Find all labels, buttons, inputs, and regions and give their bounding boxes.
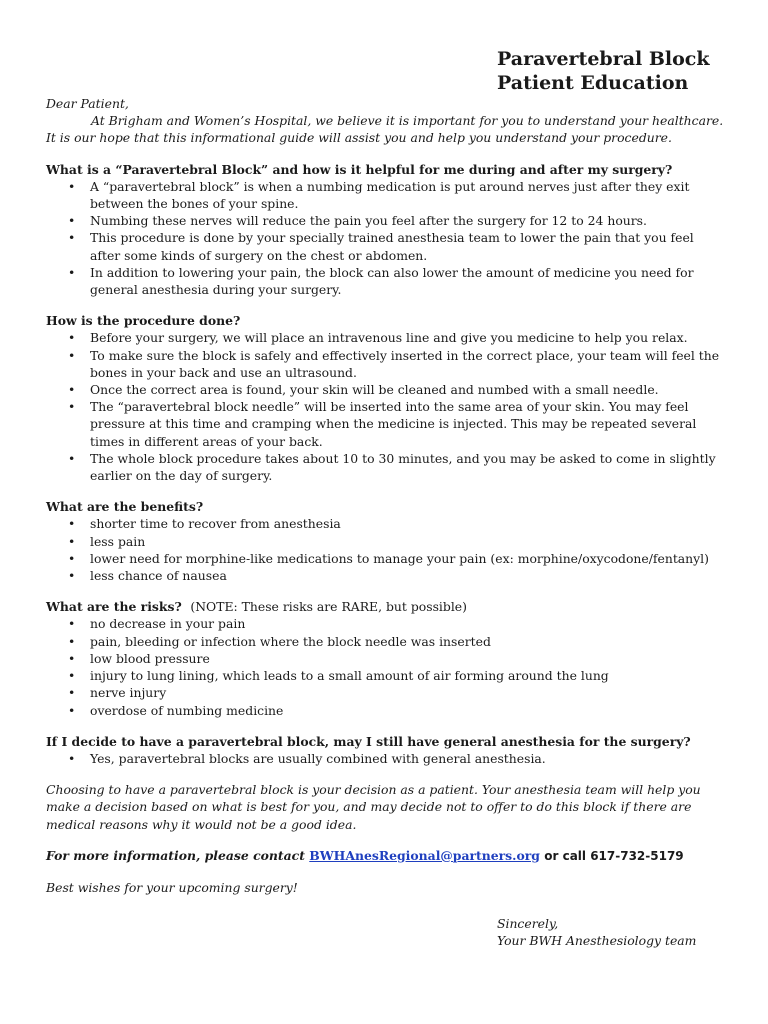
section-risks <box>46 598 726 718</box>
list-item: • pain, bleeding or infection where the block needle was inserted <box>90 633 726 650</box>
bullet-list <box>46 329 726 484</box>
risks-note: (NOTE: These risks are RARE, but possible) <box>190 599 467 615</box>
contact-phone: or call 617-732-5179 <box>544 848 684 863</box>
list-item: • A “paravertebral block” is when a numbing medication is put around nerves just after they exit between the bones of your spine. <box>90 178 726 212</box>
section-heading: What are the benefits? <box>46 499 204 515</box>
list-item: • The “paravertebral block needle” will be inserted into the same area of your skin. You may feel pressure at this time and cramping when the medicine is injected. This may be repeated several times in different areas of your back. <box>90 398 726 450</box>
list-item: • shorter time to recover from anesthesia <box>90 515 726 532</box>
list-item: • nerve injury <box>90 684 726 701</box>
list-item: • This procedure is done by your specially trained anesthesia team to lower the pain that you feel after some kinds of surgery on the chest or abdomen. <box>90 229 726 263</box>
list-item: • To make sure the block is safely and effectively inserted in the correct place, your team will feel the bones in your back and use an ultrasound. <box>90 347 726 381</box>
signoff-line-2: Your BWH Anesthesiology team <box>497 933 697 949</box>
list-item: • overdose of numbing medicine <box>90 702 726 719</box>
section-heading: How is the procedure done? <box>46 313 241 329</box>
list-item: • less chance of nausea <box>90 567 726 584</box>
contact-email-link[interactable]: BWHAnesRegional@partners.org <box>309 847 540 863</box>
document-body <box>46 95 726 896</box>
intro-paragraph: At Brigham and Women’s Hospital, we believe it is important for you to understand your healthcare. It is our hope that this informational guide will assist you and help you understand your procedure. <box>46 113 724 146</box>
title-line-2: Patient Education <box>497 72 689 94</box>
list-item: • lower need for morphine-like medications to manage your pain (ex: morphine/oxycodone/fentanyl) <box>90 550 726 567</box>
section-heading <box>46 598 726 615</box>
salutation: Dear Patient, <box>46 96 129 111</box>
bullet-list <box>46 515 726 584</box>
list-item: • no decrease in your pain <box>90 615 726 632</box>
signoff-line-1: Sincerely, <box>497 916 559 931</box>
bullet-list <box>46 615 726 718</box>
signoff <box>497 915 696 949</box>
list-item: • Once the correct area is found, your skin will be cleaned and numbed with a small needle. <box>90 381 726 398</box>
section-what-is <box>46 161 726 299</box>
list-item: • low blood pressure <box>90 650 726 667</box>
closing-note: Choosing to have a paravertebral block is your decision as a patient. Your anesthesia team will help you make a decision based on what is best for you, and may decide not to offer to do this block if there are medical reasons why it would not be a good idea. <box>46 782 701 832</box>
list-item: • Before your surgery, we will place an intravenous line and give you medicine to help you relax. <box>90 329 726 346</box>
section-procedure <box>46 312 726 484</box>
best-wishes: Best wishes for your upcoming surgery! <box>46 879 298 895</box>
title-line-1: Paravertebral Block <box>497 48 710 70</box>
document-title <box>497 47 710 95</box>
list-item: • Numbing these nerves will reduce the pain you feel after the surgery for 12 to 24 hours. <box>90 212 726 229</box>
bullet-list <box>46 178 726 298</box>
bullet-list <box>46 750 726 767</box>
list-item: • injury to lung lining, which leads to a small amount of air forming around the lung <box>90 667 726 684</box>
list-item: • The whole block procedure takes about 10 to 30 minutes, and you may be asked to come in slightly earlier on the day of surgery. <box>90 450 726 484</box>
list-item: • In addition to lowering your pain, the block can also lower the amount of medicine you need for general anesthesia during your surgery. <box>90 264 726 298</box>
list-item: • Yes, paravertebral blocks are usually combined with general anesthesia. <box>90 750 726 767</box>
contact-line <box>46 847 726 865</box>
section-benefits <box>46 498 726 584</box>
list-item: • less pain <box>90 533 726 550</box>
section-heading: What is a “Paravertebral Block” and how is it helpful for me during and after my surgery? <box>46 161 673 177</box>
section-heading: If I decide to have a paravertebral block, may I still have general anesthesia for the surgery? <box>46 733 691 749</box>
contact-lead: For more information, please contact <box>46 847 305 863</box>
risks-heading-text: What are the risks? <box>46 599 182 615</box>
section-general-anesthesia <box>46 733 726 767</box>
